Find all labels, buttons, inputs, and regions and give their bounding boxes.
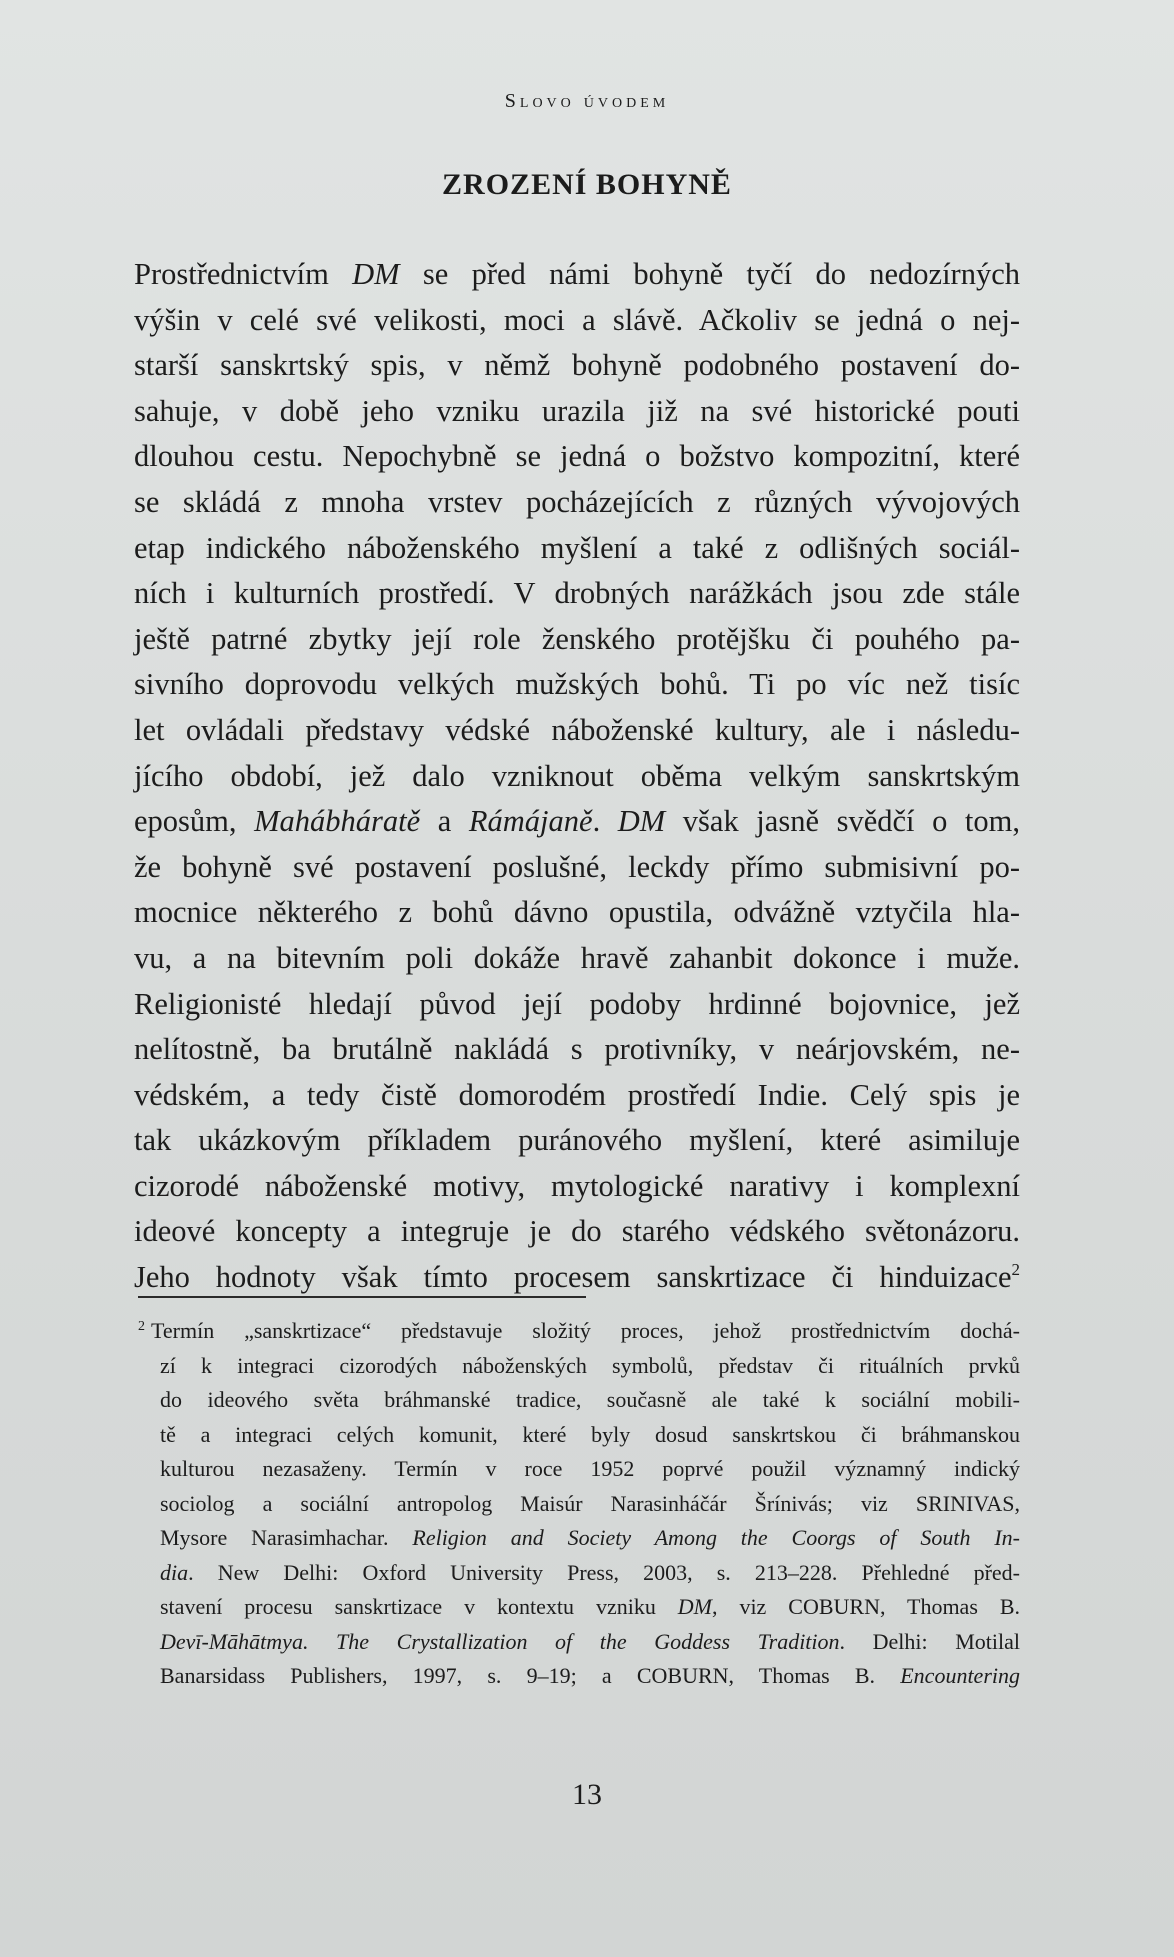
footnote-line: do ideového světa bráhmanské tradice, současně ale také k sociální mobili- xyxy=(160,1387,1020,1412)
text-line: že bohyně své postavení poslušné, leckdy přímo submisivní po- xyxy=(134,849,1020,884)
footnote-line: zí k integraci cizorodých náboženských symbolů, představ či rituálních prvků xyxy=(160,1352,1020,1378)
footnote xyxy=(138,1314,1020,1694)
text-line: mocnice některého z bohů dávno opustila, odvážně vztyčila hla- xyxy=(134,895,1020,930)
text-line: vu, a na bitevním poli dokáže hravě zahanbit dokonce i muže. xyxy=(134,940,1020,975)
footnote-line: $^2$ Termín „sanskrtizace“ představuje složitý proces, jehož prostřednictvím dochá- xyxy=(138,1318,1020,1343)
running-head: Slovo úvodem xyxy=(504,90,670,112)
page-number: 13 xyxy=(572,1778,602,1811)
footnote-line: Banarsidass Publishers, 1997, s. 9–19; a COBURN, Thomas B. Encountering xyxy=(160,1663,1020,1688)
text-line: starší sanskrtský spis, v němž bohyně podobného postavení do- xyxy=(134,348,1020,383)
footnote-line: Mysore Narasimhachar. Religion and Society Among the Coorgs of South In- xyxy=(160,1525,1020,1550)
footnote-line: stavení procesu sanskrtizace v kontextu vzniku DM, viz COBURN, Thomas B. xyxy=(160,1594,1020,1619)
text-line: se skládá z mnoha vrstev pocházejících z různých vývojových xyxy=(134,484,1020,519)
text-line: cizorodé náboženské motivy, mytologické narativy i komplexní xyxy=(134,1168,1020,1203)
text-line: Jeho hodnoty však tímto procesem sanskrtizace či hinduizace$^2$ xyxy=(134,1260,1020,1295)
text-line: ještě patrné zbytky její role ženského protějšku či pouhého pa- xyxy=(134,621,1020,656)
footnote-line: sociolog a sociální antropolog Maisúr Narasinháčár Šrínivás; viz SRINIVAS, xyxy=(160,1490,1020,1516)
text-line: let ovládali představy védské náboženské kultury, ale i následu- xyxy=(134,712,1020,747)
footnote-line: tě a integraci celých komunit, které byly dosud sanskrtskou či bráhmanskou xyxy=(160,1421,1020,1447)
footnote-marker: 2 xyxy=(138,1319,145,1334)
footnote-divider xyxy=(138,1296,586,1298)
footnote-reference[interactable]: 2 xyxy=(1011,1260,1020,1280)
footnote-line: Devī-Māhātmya. The Crystallization of the Goddess Tradition. Delhi: Motilal xyxy=(160,1628,1020,1654)
text-line: eposům, Mahábháratě a Rámájaně. DM však jasně svědčí o tom, xyxy=(134,804,1020,839)
text-line: etap indického náboženského myšlení a také z odlišných sociál- xyxy=(134,530,1020,565)
body-paragraph xyxy=(134,252,1020,1301)
footnote-line: kulturou nezasaženy. Termín v roce 1952 poprvé použil významný indický xyxy=(160,1456,1020,1481)
text-line: tak ukázkovým příkladem puránového myšlení, které asimiluje xyxy=(134,1123,1020,1158)
text-line: sivního doprovodu velkých mužských bohů. Ti po víc než tisíc xyxy=(134,667,1020,702)
text-line: dlouhou cestu. Nepochybně se jedná o božstvo kompozitní, které xyxy=(134,439,1020,474)
text-line: nelítostně, ba brutálně nakládá s protivníky, v neárjovském, ne- xyxy=(134,1032,1020,1067)
chapter-title: ZROZENÍ BOHYNĚ xyxy=(442,168,732,201)
text-line: védském, a tedy čistě domorodém prostředí Indie. Celý spis je xyxy=(134,1077,1020,1112)
text-line: ních i kulturních prostředí. V drobných narážkách jsou zde stále xyxy=(134,576,1020,611)
text-line: Prostřednictvím DM se před námi bohyně tyčí do nedozírných xyxy=(134,257,1020,291)
text-line: ideové koncepty a integruje je do starého védského světonázoru. xyxy=(134,1214,1020,1249)
text-line: Religionisté hledají původ její podoby hrdinné bojovnice, jež xyxy=(134,986,1020,1021)
text-line: jícího období, jež dalo vzniknout oběma velkým sanskrtským xyxy=(134,758,1020,793)
text-line: sahuje, v době jeho vzniku urazila již na své historické pouti xyxy=(134,393,1020,428)
text-line: výšin v celé své velikosti, moci a slávě. Ačkoliv se jedná o nej- xyxy=(134,302,1020,337)
footnote-line: dia. New Delhi: Oxford University Press, 2003, s. 213–228. Přehledné před- xyxy=(160,1559,1020,1585)
